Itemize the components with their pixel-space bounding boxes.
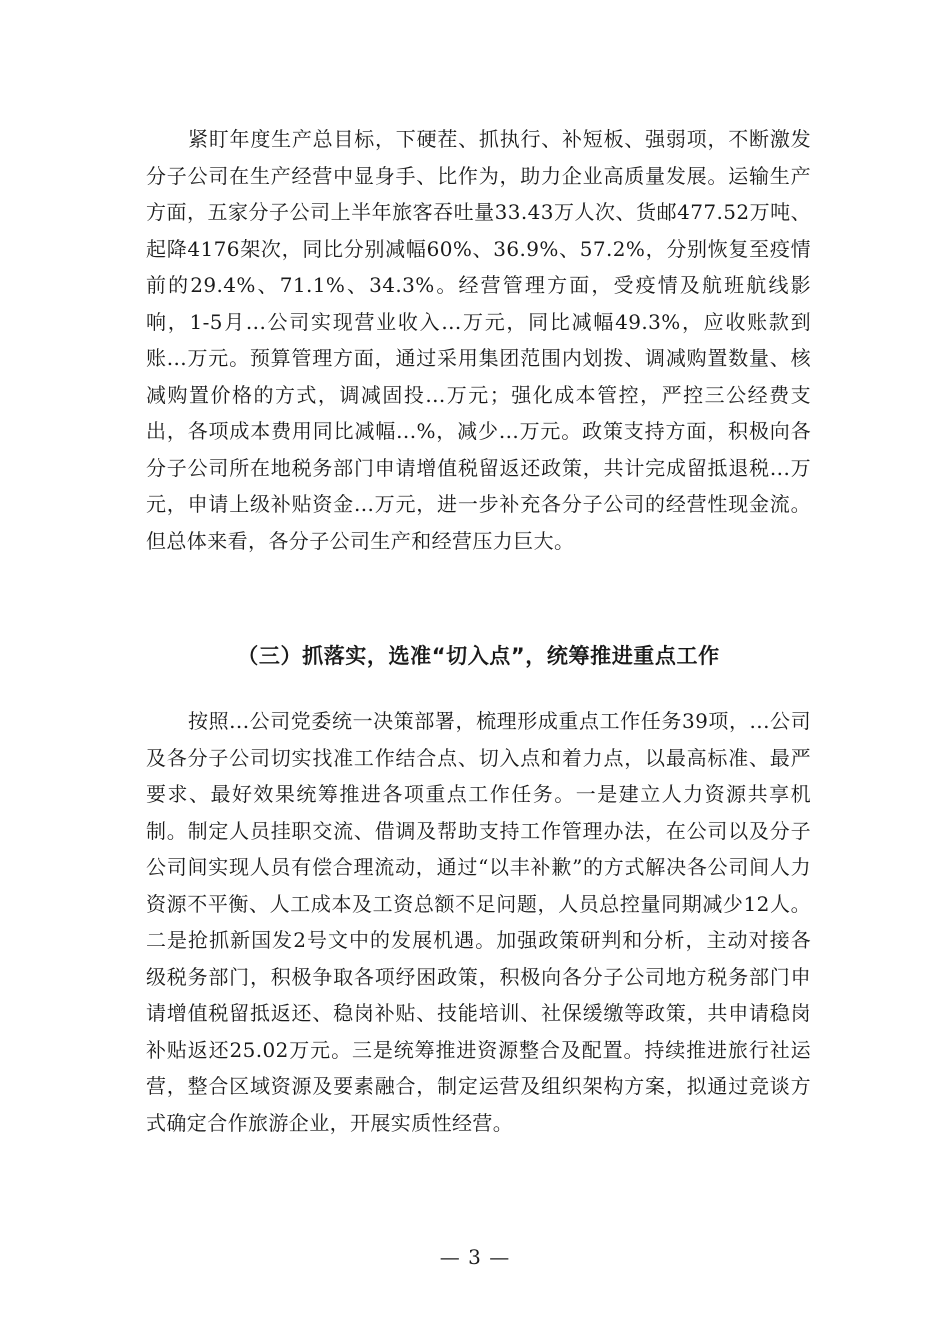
page-number: — 3 — [439, 1245, 511, 1269]
section-heading: （三）抓落实，选准“切入点”，统筹推进重点工作 [237, 644, 720, 668]
body-paragraph-key-work: 按照...公司党委统一决策部署，梳理形成重点工作任务39项，...公司及各分子公司切实找准工作结合点、切入点和着力点，以最高标准、最严要求、最好效果统筹推进各项重点工作任务。一是建立人力资源共享机制。制定人员挂职交流、借调及帮助支持工作管理办法，在公司以及分子公司间实现人员有偿合理流动，通过“以丰补歉”的方式解决各公司间人力资源不平衡、人工成本及工资总额不足问题，人员总控量同期减少12人。二是抢抓新国发2号文中的发展机遇。加强政策研判和分析，主动对接各级税务部门，积极争取各项纾困政策，积极向各分子公司地方税务部门申请增值税留抵返还、稳岗补贴、技能培训、社保缓缴等政策，共申请稳岗补贴返还25.02万元。三是统筹推进资源整合及配置。持续推进旅行社运营，整合区域资源及要素融合，制定运营及组织架构方案，拟通过竞谈方式确定合作旅游企业，开展实质性经营。 [146, 709, 811, 1135]
body-paragraph-production: 紧盯年度生产总目标，下硬茬、抓执行、补短板、强弱项，不断激发分子公司在生产经营中显身手、比作为，助力企业高质量发展。运输生产方面，五家分子公司上半年旅客吞吐量33.43万人次、货邮477.52万吨、起降4176架次，同比分别减幅60%、36.9%、57.2%，分别恢复至疫情前的29.4%、71.1%、34.3%。经营管理方面，受疫情及航班航线影响，1-5月...公司实现营业收入...万元，同比减幅49.3%，应收账款到账...万元。预算管理方面，通过采用集团范围内划拨、调减购置数量、核减购置价格的方式，调减固投...万元；强化成本管控，严控三公经费支出，各项成本费用同比减幅...%，减少...万元。政策支持方面，积极向各分子公司所在地税务部门申请增值税留返还政策，共计完成留抵退税...万元，申请上级补贴资金...万元，进一步补充各分子公司的经营性现金流。但总体来看，各分子公司生产和经营压力巨大。 [146, 127, 811, 553]
